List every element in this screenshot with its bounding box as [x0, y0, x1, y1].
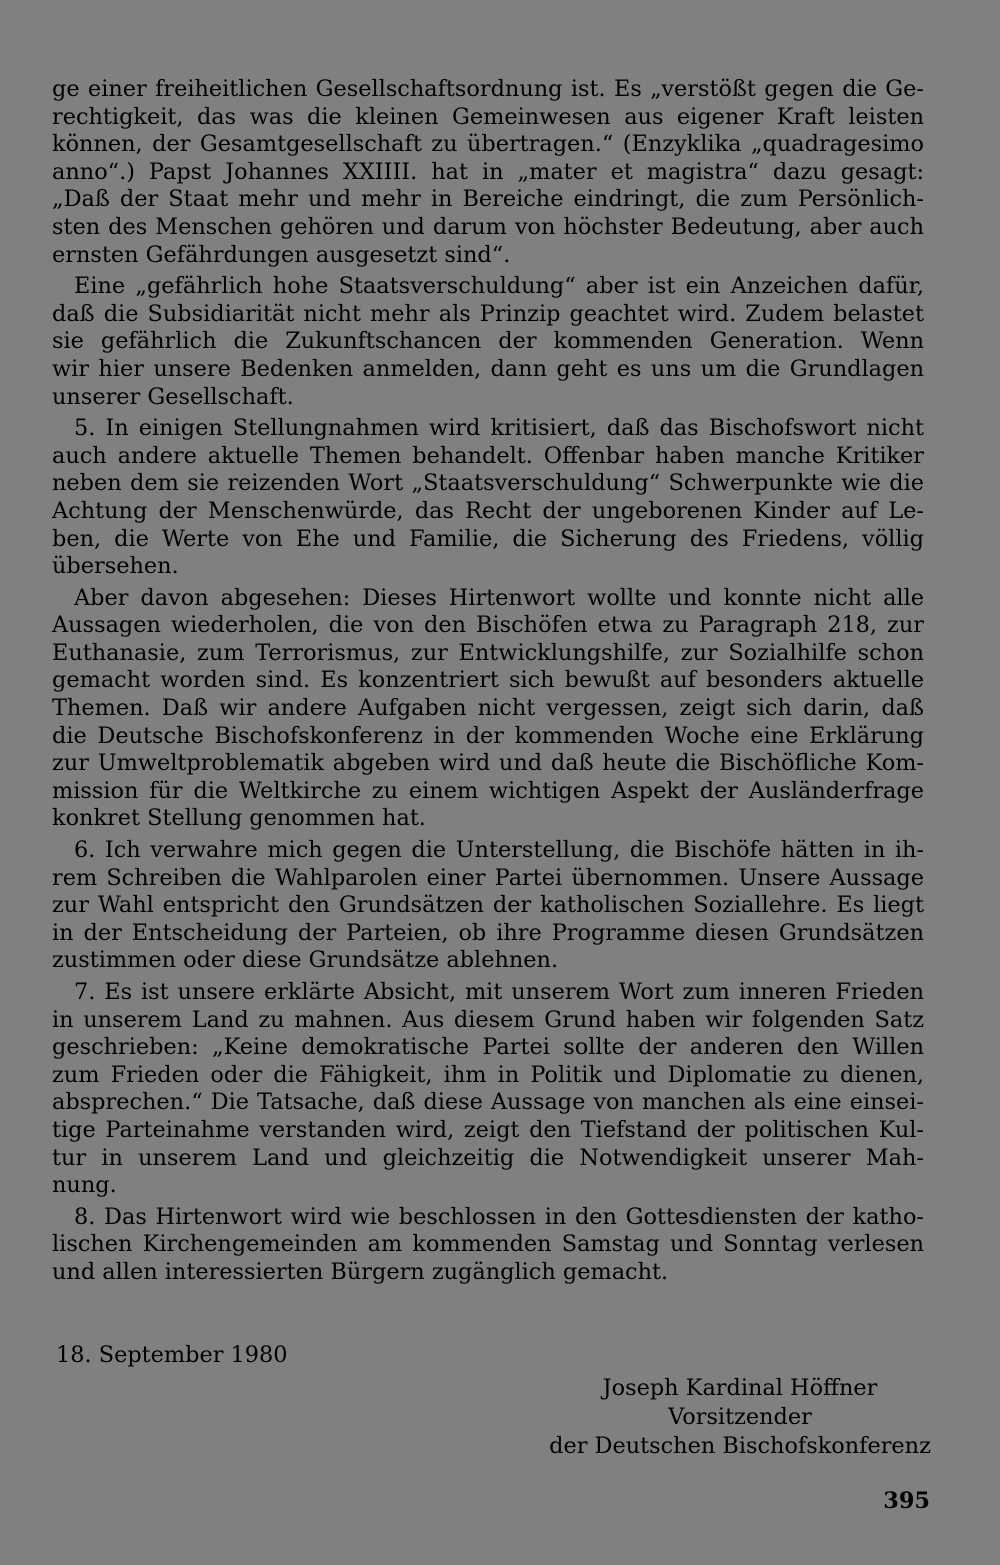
text-line: 7. Es ist unsere erklärte Absicht, mit unserem Wort zum inneren Frieden — [74, 979, 924, 1005]
document-date: 18. September 1980 — [56, 1342, 288, 1368]
text-line: gemacht worden sind. Es konzentriert sich bewußt auf besonders aktuelle — [52, 667, 924, 694]
paragraph — [52, 76, 924, 269]
text-line: 5. In einigen Stellungnahmen wird kritisiert, daß das Bischofswort nicht — [74, 415, 924, 442]
paragraph — [52, 979, 924, 1200]
text-line: Aussagen wiederholen, die von den Bischöfen etwa zu Paragraph 218, zur — [52, 612, 924, 639]
text-line: zustimmen oder diese Grundsätze ablehnen. — [52, 947, 559, 974]
text-line: daß die Subsidiarität nicht mehr als Prinzip geachtet wird. Zudem belastet — [52, 300, 924, 327]
text-line: sten des Menschen gehören und darum von höchster Bedeutung, aber auch — [52, 213, 924, 240]
signature-organization: der Deutschen Bischofskonferenz — [549, 1433, 931, 1459]
text-line: unserer Gesellschaft. — [52, 383, 294, 410]
text-line: geschrieben: „Keine demokratische Partei sollte der anderen den Willen — [52, 1034, 924, 1061]
text-line: auch andere aktuelle Themen behandelt. Offenbar haben manche Kritiker — [52, 442, 924, 469]
text-line: nung. — [52, 1172, 117, 1199]
text-line: übersehen. — [52, 553, 179, 580]
text-line: 8. Das Hirtenwort wird wie beschlossen in den Gottesdiensten der katho- — [74, 1203, 924, 1230]
text-line: ernsten Gefährdungen ausgesetzt sind“. — [52, 241, 511, 268]
paragraph — [52, 837, 924, 975]
text-line: Euthanasie, zum Terrorismus, zur Entwicklungshilfe, zur Sozialhilfe schon — [52, 639, 924, 666]
document-body — [52, 76, 924, 1291]
text-line: können, der Gesamtgesellschaft zu übertragen.“ (Enzyklika „quadragesimo — [52, 131, 924, 158]
signature-role: Vorsitzender — [668, 1404, 812, 1430]
text-line: „Daß der Staat mehr und mehr in Bereiche eindringt, die zum Persönlich- — [52, 186, 924, 213]
signature-block — [540, 1374, 940, 1461]
text-line: rem Schreiben die Wahlparolen einer Partei übernommen. Unsere Aussage — [52, 864, 924, 891]
text-line: Aber davon abgesehen: Dieses Hirtenwort wollte und konnte nicht alle — [74, 584, 924, 611]
text-line: zum Frieden oder die Fähigkeit, ihm in Politik und Diplomatie zu dienen, — [52, 1061, 924, 1088]
text-line: tur in unserem Land und gleichzeitig die Notwendigkeit unserer Mah- — [52, 1144, 924, 1171]
paragraph — [52, 415, 924, 581]
text-line: wir hier unsere Bedenken anmelden, dann geht es uns um die Grundlagen — [52, 355, 924, 382]
page-number: 395 — [883, 1488, 930, 1514]
paragraph — [52, 1204, 924, 1287]
text-line: sie gefährlich die Zukunftschancen der kommenden Generation. Wenn — [52, 328, 924, 355]
text-line: mission für die Weltkirche zu einem wichtigen Aspekt der Ausländerfrage — [52, 777, 924, 804]
text-line: Achtung der Menschenwürde, das Recht der ungeborenen Kinder auf Le- — [52, 497, 924, 524]
text-line: lischen Kirchengemeinden am kommenden Samstag und Sonntag verlesen — [52, 1231, 924, 1258]
text-line: Eine „gefährlich hohe Staatsverschuldung“ aber ist ein Anzeichen dafür, — [74, 273, 924, 300]
paragraph — [52, 585, 924, 833]
text-line: absprechen.“ Die Tatsache, daß diese Aussage von manchen als eine einsei- — [52, 1089, 924, 1116]
text-line: die Deutsche Bischofskonferenz in der kommenden Woche eine Erklärung — [52, 722, 924, 749]
text-line: rechtigkeit, das was die kleinen Gemeinwesen aus eigener Kraft leisten — [52, 103, 924, 130]
text-line: und allen interessierten Bürgern zugänglich gemacht. — [52, 1258, 669, 1285]
text-line: zur Umweltproblematik abgeben wird und daß heute die Bischöfliche Kom- — [52, 750, 924, 777]
text-line: Themen. Daß wir andere Aufgaben nicht vergessen, zeigt sich darin, daß — [52, 695, 924, 722]
text-line: zur Wahl entspricht den Grundsätzen der katholischen Soziallehre. Es liegt — [52, 892, 924, 919]
text-line: 6. Ich verwahre mich gegen die Unterstellung, die Bischöfe hätten in ih- — [74, 837, 924, 864]
signature-name: Joseph Kardinal Höffner — [602, 1375, 878, 1401]
text-line: tige Parteinahme verstanden wird, zeigt den Tiefstand der politischen Kul- — [52, 1116, 924, 1143]
text-line: in unserem Land zu mahnen. Aus diesem Grund haben wir folgenden Satz — [52, 1006, 924, 1033]
text-line: in der Entscheidung der Parteien, ob ihre Programme diesen Grundsätzen — [52, 919, 924, 946]
text-line: konkret Stellung genommen hat. — [52, 805, 426, 832]
text-line: anno“.) Papst Johannes XXIIII. hat in „mater et magistra“ dazu gesagt: — [52, 158, 924, 185]
text-line: ge einer freiheitlichen Gesellschaftsordnung ist. Es „verstößt gegen die Ge- — [52, 76, 924, 102]
text-line: neben dem sie reizenden Wort „Staatsverschuldung“ Schwerpunkte wie die — [52, 470, 924, 497]
paragraph — [52, 273, 924, 411]
text-line: ben, die Werte von Ehe und Familie, die Sicherung des Friedens, völlig — [52, 525, 924, 552]
